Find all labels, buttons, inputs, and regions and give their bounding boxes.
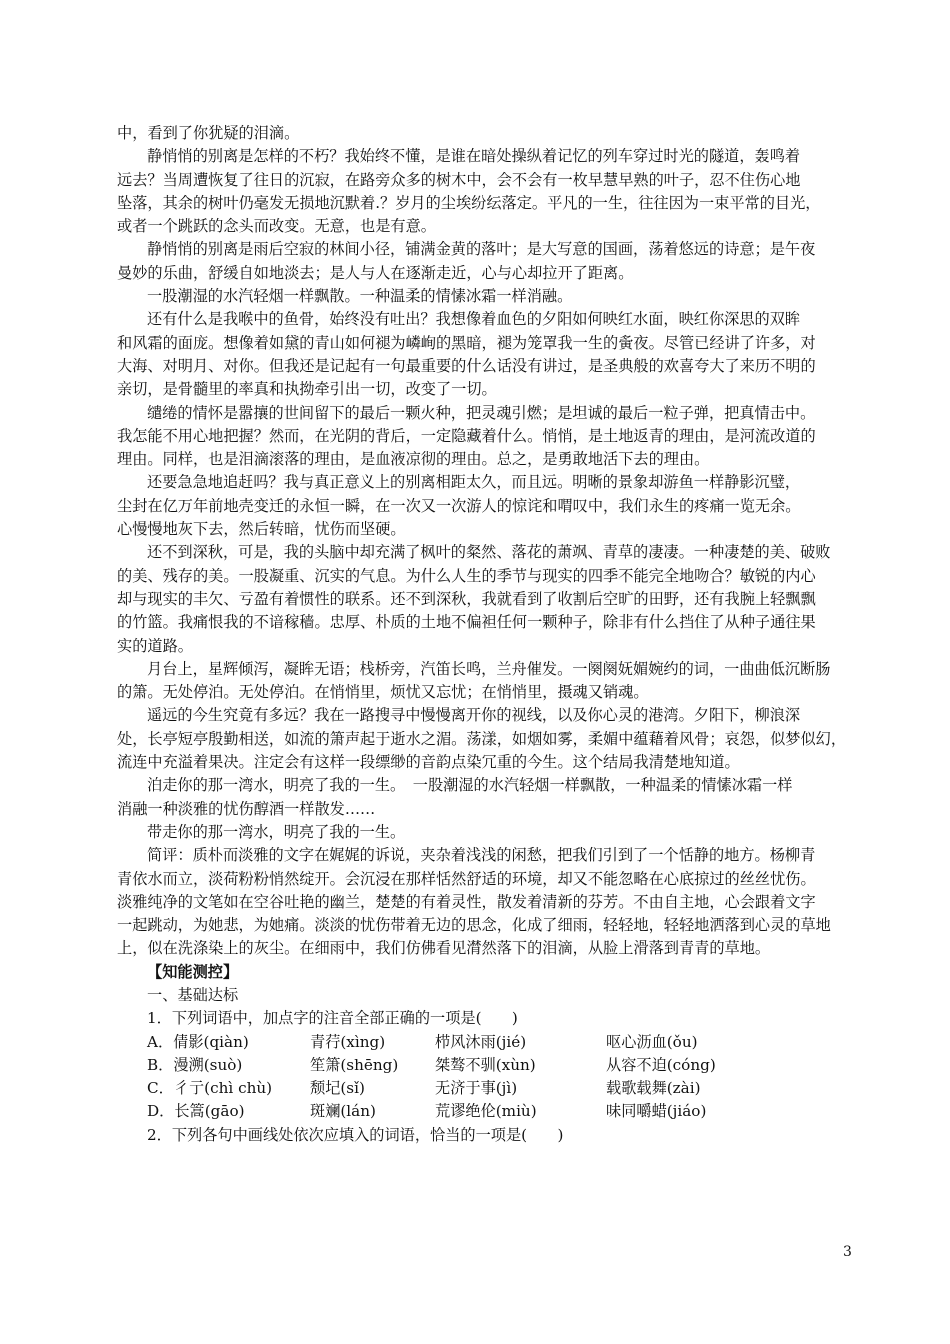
- option-cell: 载歌载舞(zài): [606, 1079, 701, 1098]
- option-cell: D．长篙(gāo): [147, 1102, 245, 1121]
- paragraph-line: 实的道路。: [117, 636, 193, 655]
- paragraph-line: 坠落，其余的树叶仍毫发无损地沉默着.？岁月的尘埃纷纭落定。平凡的一生，往往因为一束平常的目光，: [117, 193, 821, 212]
- question-1-option-row: [117, 1031, 859, 1054]
- paragraph-line: 静悄悄的别离是雨后空寂的林间小径，铺满金黄的落叶；是大写意的国画，荡着悠远的诗意；是午夜: [147, 240, 816, 259]
- option-cell: A．倩影(qiàn): [147, 1032, 249, 1051]
- section-title: 【知能测控】: [147, 962, 239, 981]
- option-cell: 味同嚼蜡(jiáo): [606, 1102, 707, 1121]
- paragraph-line: 处，长亭短亭殷勤相送，如流的箫声起于逝水之湄。荡漾，如烟如雾，柔媚中蕴藉着风骨；哀怨，似梦似幻，: [117, 729, 846, 748]
- paragraph-line: 流连中充溢着果决。注定会有这样一段缥缈的音韵点染冗重的今生。这个结局我清楚地知道。: [117, 753, 740, 772]
- paragraph-line: 理由。同样，也是泪滴滚落的理由，是血液凉彻的理由。总之，是勇敢地活下去的理由。: [117, 450, 710, 469]
- paragraph-line: 亲切，是骨髓里的率真和执拗牵引出一切，改变了一切。: [117, 380, 497, 399]
- question-1-option-row: [117, 1100, 859, 1123]
- paragraph-line: 中，看到了你犹疑的泪滴。: [117, 124, 300, 142]
- paragraph-line: 一起跳动，为她悲，为她痛。淡淡的忧伤带着无边的思念，化成了细雨，轻轻地，轻轻地洒落到心灵的草地: [117, 916, 831, 935]
- paragraph-line: 心慢慢地灰下去，然后转暗，忧伤而坚硬。: [117, 520, 406, 539]
- paragraph-line: 的箫。无处停泊。无处停泊。在悄悄里，烦忧又忘忧；在悄悄里，摄魂又销魂。: [117, 683, 649, 702]
- paragraph-line: 却与现实的丰欠、亏盈有着惯性的联系。还不到深秋，我就看到了收割后空旷的田野，还有我腕上轻飘飘: [117, 589, 816, 608]
- paragraph-line: 静悄悄的别离是怎样的不朽？我始终不懂，是谁在暗处操纵着记忆的列车穿过时光的隧道，轰鸣着: [147, 147, 801, 166]
- paragraph-line: 青依水而立，淡荷粉粉悄然绽开。会沉浸在那样恬然舒适的环境，却又不能忽略在心底掠过的丝丝忧伤。: [117, 869, 816, 888]
- paragraph-line: 还要急急地追赶吗？我与真正意义上的别离相距太久，而且远。明晰的景象却游鱼一样静影沉璧，: [147, 473, 801, 492]
- subsection-heading: 一、基础达标: [147, 985, 239, 1004]
- paragraph-line: 上，似在洗涤染上的灰尘。在细雨中，我们仿佛看见潸然落下的泪滴，从脸上滑落到青青的草地。: [117, 939, 771, 958]
- option-cell: 荒谬绝伦(miù): [435, 1102, 537, 1121]
- paragraph-line: 月台上，星辉倾泻，凝眸无语；栈桥旁，汽笛长鸣，兰舟催发。一阕阕妩媚婉约的词，一曲曲低沉断肠: [147, 659, 831, 678]
- paragraph-line: 泊走你的那一湾水，明亮了我的一生。 一股潮湿的水汽轻烟一样飘散，一种温柔的情愫冰霜一样: [147, 776, 793, 795]
- page-number: 3: [843, 1244, 852, 1260]
- paragraph-line: 或者一个跳跃的念头而改变。无意，也是有意。: [117, 217, 436, 236]
- paragraph-line: 曼妙的乐曲，舒缓自如地淡去；是人与人在逐渐走近，心与心却拉开了距离。: [117, 263, 634, 282]
- paragraph-line: 我怎能不用心地把握？然而，在光阴的背后，一定隐藏着什么。悄悄，是土地返青的理由，是河流改道的: [117, 426, 816, 445]
- paragraph-line: 的竹篮。我痛恨我的不谙稼穑。忠厚、朴质的土地不偏袒任何一颗种子，除非有什么挡住了从种子通往果: [117, 613, 816, 632]
- paragraph-line: 遥远的今生究竟有多远？我在一路搜寻中慢慢离开你的视线，以及你心灵的港湾。夕阳下，柳浪深: [147, 706, 801, 725]
- paragraph-line: 简评：质朴而淡雅的文字在娓娓的诉说，夹杂着浅浅的闲愁，把我们引到了一个恬静的地方。杨柳青: [147, 846, 816, 865]
- paragraph-line: 的美、残存的美。一股凝重、沉实的气息。为什么人生的季节与现实的四季不能完全地吻合？敏锐的内心: [117, 566, 816, 585]
- option-cell: 颓圮(sǐ): [310, 1079, 365, 1098]
- option-cell: C．彳亍(chì chù): [147, 1079, 273, 1098]
- paragraph-line: 还不到深秋，可是，我的头脑中却充满了枫叶的粲然、落花的萧飒、青草的凄凄。一种凄楚的美、破败: [147, 543, 831, 562]
- option-cell: 呕心沥血(ǒu): [606, 1032, 698, 1051]
- paragraph-line: 消融一种淡雅的忧伤醇酒一样散发……: [117, 799, 376, 818]
- question-1-option-row: [117, 1077, 859, 1100]
- option-cell: 从容不迫(cóng): [606, 1055, 716, 1074]
- option-cell: 栉风沐雨(jié): [435, 1032, 527, 1051]
- paragraph-line: 大海、对明月、对你。但我还是记起有一句最重要的什么话没有讲过，是圣典般的欢喜夸大了来历不明的: [117, 356, 816, 375]
- paragraph-line: 尘封在亿万年前地壳变迁的永恒一瞬，在一次又一次游人的惊诧和喟叹中，我们永生的疼痛一览无余。: [117, 496, 801, 515]
- option-cell: 桀骜不驯(xùn): [435, 1055, 536, 1074]
- question-2-stem: 2．下列各句中画线处依次应填入的词语，恰当的一项是( ): [147, 1125, 564, 1144]
- paragraph-line: 带走你的那一湾水，明亮了我的一生。: [147, 822, 406, 841]
- paragraph-line: 一股潮湿的水汽轻烟一样飘散。一种温柔的情愫冰霜一样消融。: [147, 287, 573, 306]
- question-1-stem: 1．下列词语中，加点字的注音全部正确的一项是( ): [147, 1009, 518, 1028]
- option-cell: B．漫溯(suò): [147, 1055, 243, 1074]
- paragraph-line: 缱绻的情怀是嚣攘的世间留下的最后一颗火种，把灵魂引燃；是坦诚的最后一粒子弹，把真情击中。: [147, 403, 816, 422]
- paragraph-line: 远去？当周遭恢复了往日的沉寂，在路旁众多的树木中，会不会有一枚早慧早熟的叶子，忍不住伤心地: [117, 170, 801, 189]
- option-cell: 青荇(xìng): [310, 1032, 386, 1051]
- paragraph-line: 淡雅纯净的文笔如在空谷吐艳的幽兰，楚楚的有着灵性，散发着清新的芬芳。不由自主地，心会跟着文字: [117, 892, 816, 911]
- article-body: [117, 122, 859, 1147]
- paragraph-line: 和风霜的面庞。想像着如黛的青山如何褪为嶙峋的黑暗，褪为笼罩我一生的夤夜。尽管已经讲了许多，对: [117, 333, 816, 352]
- paragraph-line: 还有什么是我喉中的鱼骨，始终没有吐出？我想像着血色的夕阳如何映红水面，映红你深思的双眸: [147, 310, 801, 329]
- question-1-option-row: [117, 1054, 859, 1077]
- option-cell: 斑斓(lán): [310, 1102, 376, 1121]
- option-cell: 笙箫(shēng): [310, 1055, 399, 1074]
- option-cell: 无济于事(jì): [435, 1079, 518, 1098]
